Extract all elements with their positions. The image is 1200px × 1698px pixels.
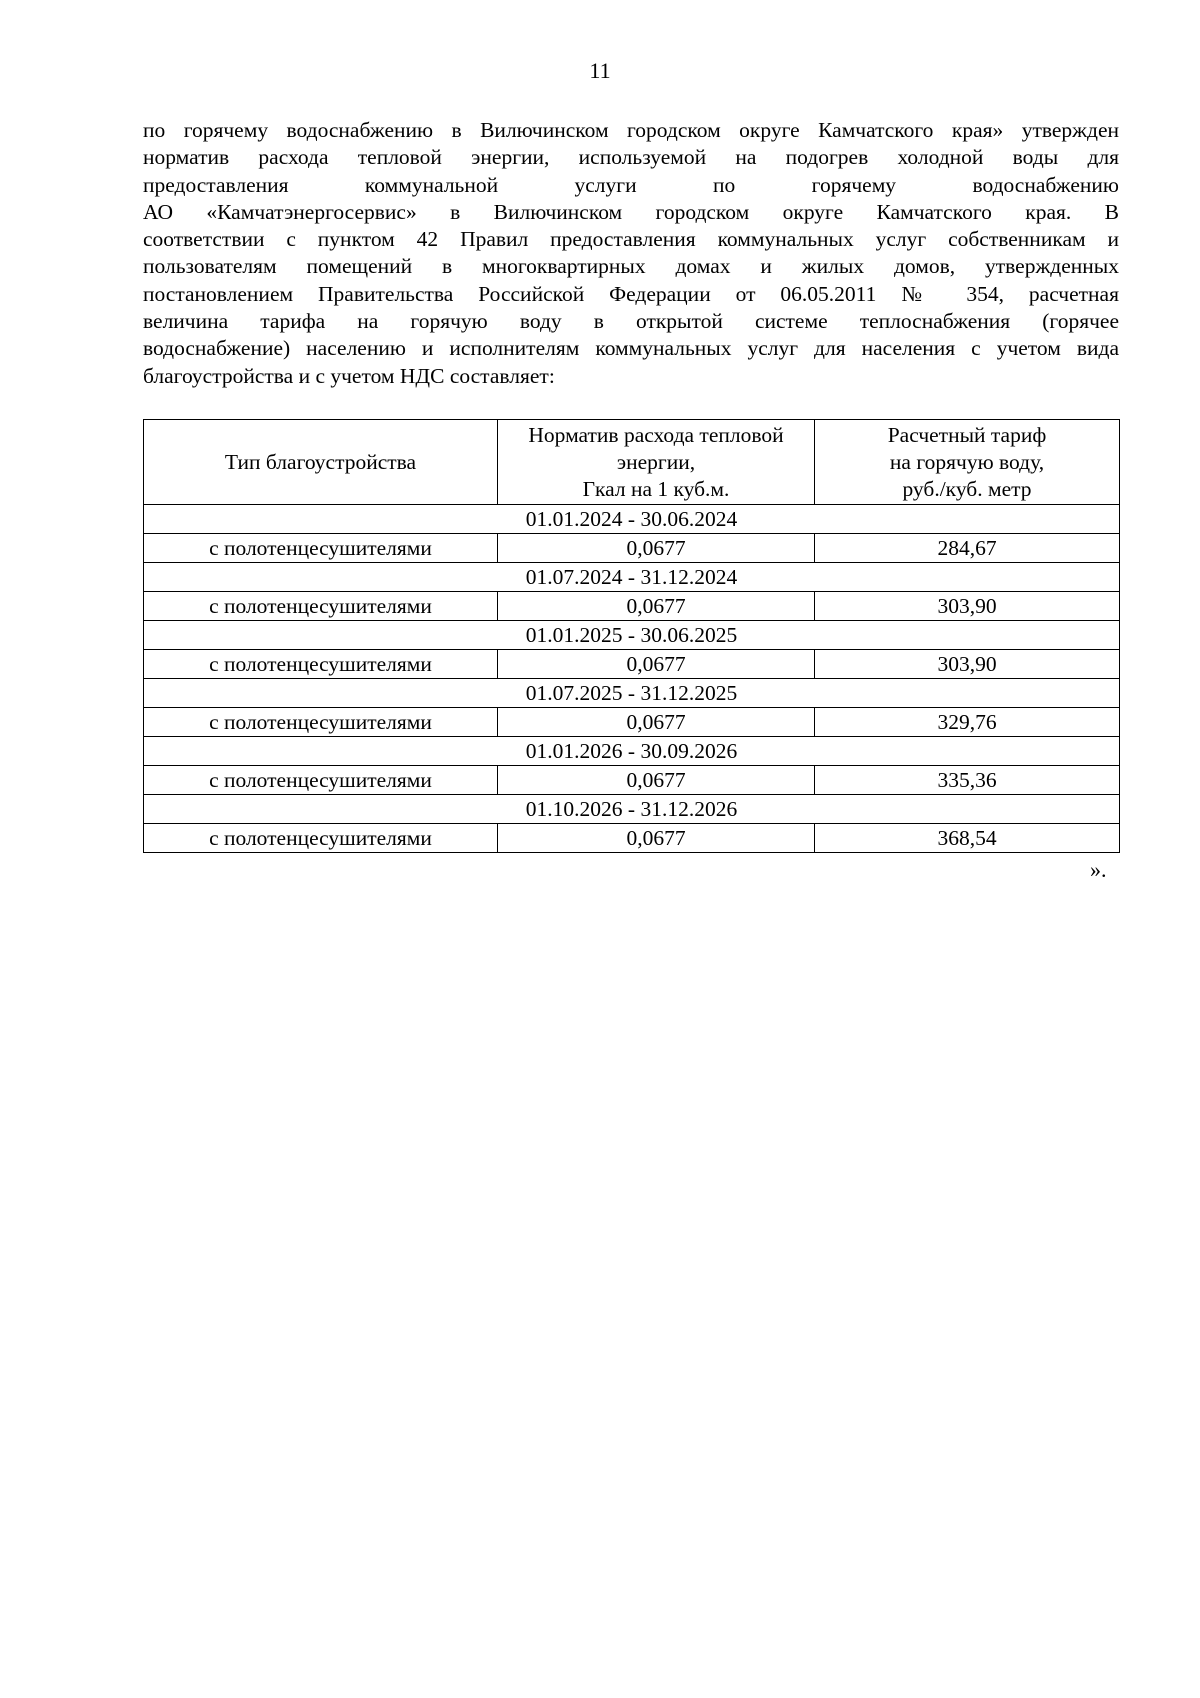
type-cell: с полотенцесушителями [144,824,498,853]
table-row [144,824,1120,853]
table-row [144,534,1120,563]
paragraph-line: благоустройства и с учетом НДС составляет: [143,363,555,388]
paragraph-line: соответствии с пунктом 42 Правил предоставления коммунальных услуг собственникам и [143,227,1119,252]
type-cell: с полотенцесушителями [144,534,498,563]
header-norm-line: Норматив расхода тепловой [528,422,784,447]
period-row [144,679,1120,708]
type-cell: с полотенцесушителями [144,708,498,737]
header-tariff-line: на горячую воду, [889,449,1045,474]
header-norm-line: энергии, [616,449,696,474]
period-cell: 01.01.2024 - 30.06.2024 [144,505,1120,534]
header-tariff [815,420,1120,505]
period-row [144,505,1120,534]
paragraph-line: постановлением Правительства Российской Федерации от 06.05.2011 № 354, расчетная [143,281,1119,306]
closing-quote-mark: ». [1090,857,1107,882]
table-row [144,708,1120,737]
period-cell: 01.07.2024 - 31.12.2024 [144,563,1120,592]
paragraph-line: АО «Камчатэнергосервис» в Вилючинском городском округе Камчатского края. В [143,199,1119,224]
paragraph-line: водоснабжение) населению и исполнителям коммунальных услуг для населения с учетом вида [143,336,1119,361]
table-row [144,650,1120,679]
paragraph-line: по горячему водоснабжению в Вилючинском городском округе Камчатского края» утвержден [143,118,1119,142]
tariff-cell: 303,90 [815,650,1120,679]
tariff-cell: 335,36 [815,766,1120,795]
header-norm-line: Гкал на 1 куб.м. [582,476,730,501]
norm-cell: 0,0677 [498,592,815,621]
table-row [144,592,1120,621]
paragraph-line: величина тарифа на горячую воду в открытой системе теплоснабжения (горячее [143,309,1119,334]
header-tariff-line: Расчетный тариф [887,422,1047,447]
tariff-cell: 329,76 [815,708,1120,737]
table-header-row [144,420,1120,505]
norm-cell: 0,0677 [498,650,815,679]
paragraph-line: норматив расхода тепловой энергии, используемой на подогрев холодной воды для [143,145,1119,170]
table-row [144,766,1120,795]
header-norm [498,420,815,505]
period-row [144,621,1120,650]
paragraph-line: предоставления коммунальной услуги по горячему водоснабжению [143,172,1119,197]
paragraph-line: пользователям помещений в многоквартирных домах и жилых домов, утвержденных [143,254,1119,279]
period-row [144,795,1120,824]
norm-cell: 0,0677 [498,766,815,795]
type-cell: с полотенцесушителями [144,766,498,795]
header-type-label: Тип благоустройства [224,449,417,474]
body-paragraph [143,117,1119,390]
tariff-cell: 368,54 [815,824,1120,853]
period-cell: 01.01.2026 - 30.09.2026 [144,737,1120,766]
page-number: 11 [589,58,611,83]
type-cell: с полотенцесушителями [144,650,498,679]
tariff-cell: 284,67 [815,534,1120,563]
period-row [144,737,1120,766]
tariff-cell: 303,90 [815,592,1120,621]
header-type [144,420,498,505]
period-cell: 01.01.2025 - 30.06.2025 [144,621,1120,650]
norm-cell: 0,0677 [498,708,815,737]
header-tariff-line: руб./куб. метр [902,476,1032,501]
period-cell: 01.10.2026 - 31.12.2026 [144,795,1120,824]
type-cell: с полотенцесушителями [144,592,498,621]
norm-cell: 0,0677 [498,824,815,853]
period-row [144,563,1120,592]
tariff-table [143,419,1120,853]
period-cell: 01.07.2025 - 31.12.2025 [144,679,1120,708]
norm-cell: 0,0677 [498,534,815,563]
